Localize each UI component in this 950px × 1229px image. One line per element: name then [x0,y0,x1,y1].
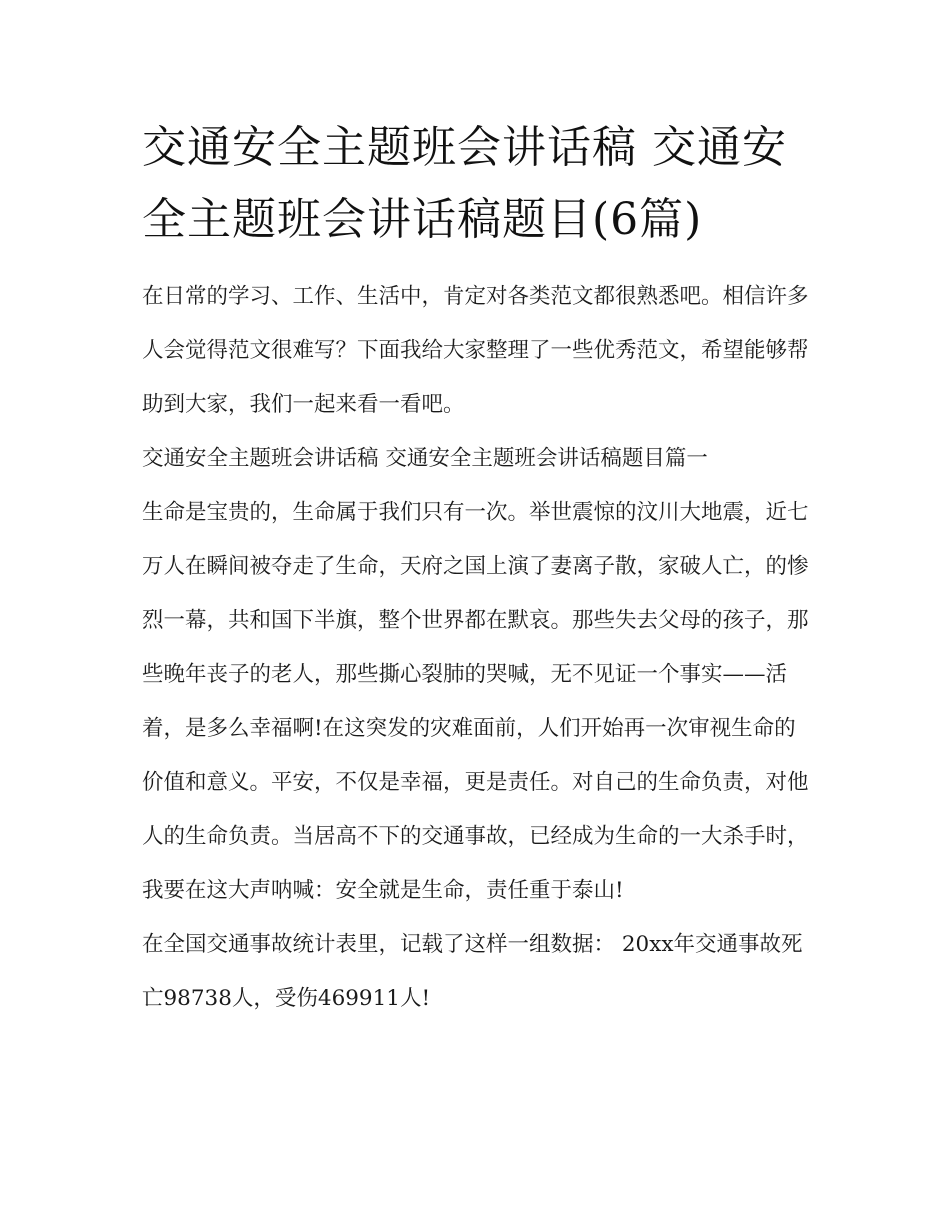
paragraph-main: 生命是宝贵的，生命属于我们只有一次。举世震惊的汶川大地震，近七万人在瞬间被夺走了生命，天府之国上演了妻离子散，家破人亡，的惨烈一幕，共和国下半旗，整个世界都在默哀。那些失去父母的孩子，那些晚年丧子的老人，那些撕心裂肺的哭喊，无不见证一个事实——活着，是多么幸福啊!在这突发的灾难面前，人们开始再一次审视生命的价值和意义。平安，不仅是幸福，更是责任。对自己的生命负责，对他人的生命负责。当居高不下的交通事故，已经成为生命的一大杀手时，我要在这大声呐喊：安全就是生命，责任重于泰山! [142,500,809,903]
paragraph-statistics: 在全国交通事故统计表里，记载了这样一组数据： 20xx年交通事故死亡98738人，受伤469911人! [142,932,803,1011]
document-title: 交通安全主题班会讲话稿 交通安全主题班会讲话稿题目(6篇) [142,122,787,245]
document-body [142,270,817,1026]
document-content [142,112,817,1026]
paragraph-intro: 在日常的学习、工作、生活中，肯定对各类范文都很熟悉吧。相信许多人会觉得范文很难写？下面我给大家整理了一些优秀范文，希望能够帮助到大家，我们一起来看一看吧。 [142,284,809,417]
paragraph-section-heading: 交通安全主题班会讲话稿 交通安全主题班会讲话稿题目篇一 [142,446,708,471]
